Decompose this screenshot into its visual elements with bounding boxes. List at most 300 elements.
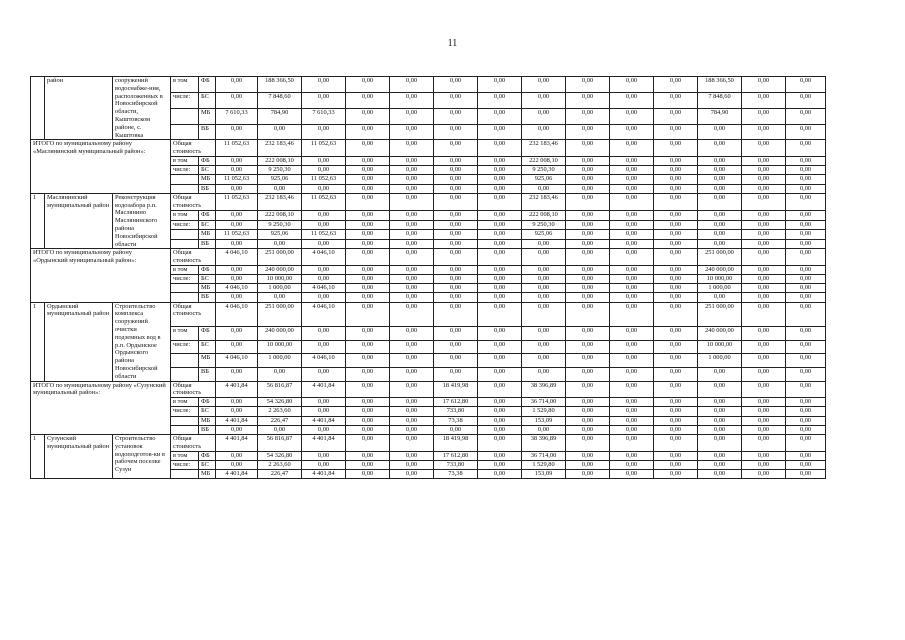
value-cell: 0,00 <box>654 451 698 460</box>
value-cell: 0,00 <box>478 460 522 469</box>
value-cell: 0,00 <box>610 416 654 425</box>
value-cell: 0,00 <box>390 451 434 460</box>
value-cell: 0,00 <box>478 265 522 274</box>
table-row <box>31 302 826 327</box>
funding-code-cell: МБ <box>199 284 216 293</box>
value-cell: 0,00 <box>786 451 826 460</box>
value-cell: 0,00 <box>478 239 522 249</box>
value-cell: 0,00 <box>478 175 522 184</box>
value-cell: 38 396,89 <box>522 434 566 451</box>
value-cell: 0,00 <box>742 284 786 293</box>
value-cell: 0,00 <box>522 275 566 284</box>
value-cell: 0,00 <box>742 416 786 425</box>
funding-code-cell: БС <box>199 407 216 416</box>
funding-code-cell: БС <box>199 166 216 175</box>
value-cell: 1 000,00 <box>258 284 302 293</box>
value-cell: 0,00 <box>390 156 434 165</box>
funding-code-cell: ФБ <box>199 327 216 341</box>
value-cell: 0,00 <box>654 284 698 293</box>
value-cell: 0,00 <box>478 220 522 230</box>
value-cell: 0,00 <box>654 249 698 266</box>
value-cell: 0,00 <box>566 381 610 398</box>
funding-code-cell: ВБ <box>199 124 216 140</box>
value-cell: 0,00 <box>434 293 478 302</box>
value-cell: 784,90 <box>258 108 302 124</box>
value-cell: 0,00 <box>434 77 478 93</box>
value-cell: 0,00 <box>654 239 698 249</box>
object-cell: Реконструкция водозабора р.п. Маслянино Маслянинского района Новосибирской области <box>113 193 171 249</box>
value-cell: 0,00 <box>786 293 826 302</box>
value-cell: 0,00 <box>434 124 478 140</box>
value-cell: 10 000,00 <box>258 275 302 284</box>
value-cell: 925,06 <box>522 230 566 240</box>
value-cell: 0,00 <box>216 211 258 221</box>
value-cell: 0,00 <box>654 92 698 108</box>
value-cell: 0,00 <box>434 340 478 354</box>
value-cell: 0,00 <box>698 124 742 140</box>
value-cell: 0,00 <box>478 92 522 108</box>
value-cell: 0,00 <box>390 230 434 240</box>
value-cell: 0,00 <box>786 416 826 425</box>
funding-prefix-cell <box>171 354 199 368</box>
value-cell: 0,00 <box>346 92 390 108</box>
value-cell: 0,00 <box>216 92 258 108</box>
total-cost-label-cell: Общая стоимость <box>171 434 216 451</box>
value-cell: 0,00 <box>610 124 654 140</box>
total-cost-label-cell: Общая стоимость <box>171 381 216 398</box>
value-cell: 0,00 <box>434 108 478 124</box>
funding-code-cell: ВБ <box>199 425 216 434</box>
value-cell: 0,00 <box>698 166 742 175</box>
value-cell: 0,00 <box>786 211 826 221</box>
value-cell: 0,00 <box>698 175 742 184</box>
value-cell: 0,00 <box>434 284 478 293</box>
table-row <box>31 77 826 93</box>
value-cell: 240 000,00 <box>258 327 302 341</box>
value-cell: 7 848,60 <box>258 92 302 108</box>
value-cell: 2 263,60 <box>258 407 302 416</box>
value-cell: 11 052,63 <box>302 230 346 240</box>
value-cell: 0,00 <box>610 284 654 293</box>
value-cell: 0,00 <box>566 425 610 434</box>
value-cell: 0,00 <box>216 265 258 274</box>
value-cell: 0,00 <box>390 239 434 249</box>
value-cell: 0,00 <box>786 184 826 193</box>
total-cost-label-cell: Общая стоимость <box>171 302 216 327</box>
value-cell: 0,00 <box>302 239 346 249</box>
value-cell: 0,00 <box>654 193 698 210</box>
value-cell: 0,00 <box>610 92 654 108</box>
funding-prefix-cell: числе: <box>171 92 199 108</box>
value-cell: 0,00 <box>786 425 826 434</box>
value-cell: 0,00 <box>346 407 390 416</box>
value-cell: 56 816,87 <box>258 434 302 451</box>
value-cell: 0,00 <box>698 434 742 451</box>
value-cell: 153,09 <box>522 416 566 425</box>
value-cell: 0,00 <box>478 193 522 210</box>
value-cell: 0,00 <box>434 327 478 341</box>
funding-prefix-cell: числе: <box>171 407 199 416</box>
value-cell: 0,00 <box>566 354 610 368</box>
value-cell: 54 326,80 <box>258 451 302 460</box>
value-cell: 0,00 <box>346 275 390 284</box>
value-cell: 0,00 <box>698 381 742 398</box>
value-cell: 0,00 <box>698 293 742 302</box>
funding-prefix-cell: числе: <box>171 166 199 175</box>
value-cell: 4 046,10 <box>216 354 258 368</box>
value-cell: 0,00 <box>478 249 522 266</box>
value-cell: 0,00 <box>742 451 786 460</box>
value-cell: 188 366,50 <box>698 77 742 93</box>
value-cell: 0,00 <box>216 367 258 381</box>
funding-code-cell: БС <box>199 340 216 354</box>
total-cost-label-cell: Общая стоимость <box>171 249 216 266</box>
value-cell: 7 610,33 <box>302 108 346 124</box>
value-cell: 0,00 <box>302 184 346 193</box>
value-cell: 0,00 <box>786 108 826 124</box>
total-label-cell: ИТОГО по муниципальному району «Ордынский муниципальный район»: <box>31 249 171 302</box>
value-cell: 0,00 <box>566 124 610 140</box>
value-cell: 0,00 <box>522 327 566 341</box>
funding-prefix-cell: в том <box>171 211 199 221</box>
value-cell: 0,00 <box>566 140 610 157</box>
value-cell: 0,00 <box>742 381 786 398</box>
value-cell: 0,00 <box>522 249 566 266</box>
value-cell: 925,06 <box>522 175 566 184</box>
value-cell: 0,00 <box>610 249 654 266</box>
value-cell: 0,00 <box>654 175 698 184</box>
value-cell: 0,00 <box>390 140 434 157</box>
value-cell: 251 000,00 <box>698 302 742 327</box>
value-cell: 0,00 <box>478 425 522 434</box>
value-cell: 0,00 <box>654 407 698 416</box>
value-cell: 0,00 <box>346 367 390 381</box>
table-row <box>31 140 826 157</box>
value-cell: 222 008,10 <box>522 211 566 221</box>
value-cell: 0,00 <box>786 434 826 451</box>
value-cell: 10 000,00 <box>698 340 742 354</box>
value-cell: 0,00 <box>698 425 742 434</box>
value-cell: 0,00 <box>654 425 698 434</box>
value-cell: 0,00 <box>216 460 258 469</box>
value-cell: 0,00 <box>346 293 390 302</box>
funding-code-cell: ФБ <box>199 211 216 221</box>
page-number: 11 <box>447 38 458 49</box>
value-cell: 0,00 <box>346 284 390 293</box>
value-cell: 0,00 <box>390 367 434 381</box>
value-cell: 0,00 <box>434 92 478 108</box>
value-cell: 1 000,00 <box>698 354 742 368</box>
table-row <box>31 434 826 451</box>
item-number-cell <box>31 77 45 140</box>
value-cell: 0,00 <box>390 220 434 230</box>
value-cell: 0,00 <box>610 451 654 460</box>
value-cell: 0,00 <box>302 327 346 341</box>
value-cell: 0,00 <box>346 230 390 240</box>
value-cell: 0,00 <box>786 249 826 266</box>
value-cell: 0,00 <box>698 398 742 407</box>
funding-prefix-cell: числе: <box>171 460 199 469</box>
value-cell: 0,00 <box>786 275 826 284</box>
value-cell: 0,00 <box>786 175 826 184</box>
value-cell: 0,00 <box>522 184 566 193</box>
value-cell: 0,00 <box>566 156 610 165</box>
value-cell: 251 000,00 <box>258 302 302 327</box>
value-cell: 0,00 <box>346 140 390 157</box>
value-cell: 0,00 <box>390 175 434 184</box>
value-cell: 0,00 <box>258 124 302 140</box>
funding-prefix-cell <box>171 108 199 124</box>
value-cell: 0,00 <box>742 469 786 478</box>
funding-code-cell: ВБ <box>199 367 216 381</box>
value-cell: 0,00 <box>434 265 478 274</box>
value-cell: 0,00 <box>566 302 610 327</box>
funding-code-cell: БС <box>199 460 216 469</box>
value-cell: 18 419,98 <box>434 381 478 398</box>
value-cell: 0,00 <box>786 407 826 416</box>
value-cell: 0,00 <box>522 354 566 368</box>
value-cell: 0,00 <box>786 354 826 368</box>
value-cell: 0,00 <box>434 166 478 175</box>
value-cell: 0,00 <box>654 381 698 398</box>
total-label-cell: ИТОГО по муниципальному району «Сузунский муниципальный район»: <box>31 381 171 434</box>
value-cell: 0,00 <box>346 460 390 469</box>
value-cell: 0,00 <box>478 108 522 124</box>
value-cell: 0,00 <box>478 340 522 354</box>
funding-code-cell: МБ <box>199 108 216 124</box>
value-cell: 9 250,30 <box>258 220 302 230</box>
value-cell: 0,00 <box>566 92 610 108</box>
value-cell: 0,00 <box>346 398 390 407</box>
value-cell: 0,00 <box>654 469 698 478</box>
value-cell: 0,00 <box>610 211 654 221</box>
value-cell: 0,00 <box>478 284 522 293</box>
value-cell: 0,00 <box>478 416 522 425</box>
value-cell: 0,00 <box>216 327 258 341</box>
value-cell: 0,00 <box>610 175 654 184</box>
item-number-cell: 1 <box>31 193 45 249</box>
value-cell: 232 183,46 <box>522 140 566 157</box>
funding-code-cell: ФБ <box>199 156 216 165</box>
value-cell: 0,00 <box>566 460 610 469</box>
value-cell: 0,00 <box>478 469 522 478</box>
value-cell: 0,00 <box>346 156 390 165</box>
value-cell: 0,00 <box>610 398 654 407</box>
value-cell: 0,00 <box>390 193 434 210</box>
value-cell: 4 401,84 <box>216 416 258 425</box>
value-cell: 1 529,80 <box>522 407 566 416</box>
value-cell: 0,00 <box>522 302 566 327</box>
district-cell: Маслянинский муниципальный район <box>45 193 113 249</box>
value-cell: 11 052,63 <box>216 230 258 240</box>
value-cell: 0,00 <box>742 211 786 221</box>
value-cell: 0,00 <box>434 211 478 221</box>
value-cell: 0,00 <box>478 230 522 240</box>
value-cell: 0,00 <box>390 265 434 274</box>
funding-prefix-cell: числе: <box>171 220 199 230</box>
value-cell: 0,00 <box>654 77 698 93</box>
value-cell: 0,00 <box>786 220 826 230</box>
value-cell: 0,00 <box>434 230 478 240</box>
table-body <box>31 77 826 479</box>
value-cell: 0,00 <box>742 124 786 140</box>
value-cell: 0,00 <box>346 184 390 193</box>
value-cell: 0,00 <box>654 416 698 425</box>
value-cell: 54 326,80 <box>258 398 302 407</box>
value-cell: 0,00 <box>302 275 346 284</box>
value-cell: 0,00 <box>390 211 434 221</box>
value-cell: 10 000,00 <box>698 275 742 284</box>
value-cell: 0,00 <box>216 407 258 416</box>
value-cell: 0,00 <box>216 398 258 407</box>
value-cell: 0,00 <box>786 124 826 140</box>
value-cell: 0,00 <box>654 265 698 274</box>
value-cell: 0,00 <box>434 425 478 434</box>
value-cell: 7 848,60 <box>698 92 742 108</box>
value-cell: 0,00 <box>478 367 522 381</box>
district-cell: Ордынский муниципальный район <box>45 302 113 381</box>
value-cell: 0,00 <box>786 284 826 293</box>
value-cell: 0,00 <box>654 156 698 165</box>
value-cell: 0,00 <box>742 367 786 381</box>
value-cell: 0,00 <box>258 293 302 302</box>
value-cell: 0,00 <box>478 275 522 284</box>
value-cell: 0,00 <box>302 460 346 469</box>
value-cell: 0,00 <box>698 193 742 210</box>
value-cell: 0,00 <box>566 340 610 354</box>
value-cell: 0,00 <box>478 434 522 451</box>
value-cell: 0,00 <box>786 77 826 93</box>
value-cell: 0,00 <box>698 407 742 416</box>
value-cell: 11 052,63 <box>216 193 258 210</box>
value-cell: 0,00 <box>302 265 346 274</box>
value-cell: 0,00 <box>742 140 786 157</box>
value-cell: 0,00 <box>654 140 698 157</box>
value-cell: 0,00 <box>434 175 478 184</box>
value-cell: 0,00 <box>786 156 826 165</box>
value-cell: 0,00 <box>742 275 786 284</box>
item-number-cell: 1 <box>31 434 45 478</box>
value-cell: 56 816,87 <box>258 381 302 398</box>
value-cell: 0,00 <box>742 398 786 407</box>
value-cell: 0,00 <box>390 381 434 398</box>
value-cell: 0,00 <box>522 340 566 354</box>
value-cell: 0,00 <box>566 239 610 249</box>
value-cell: 222 008,10 <box>258 156 302 165</box>
funding-prefix-cell: в том <box>171 156 199 165</box>
value-cell: 0,00 <box>786 327 826 341</box>
value-cell: 251 000,00 <box>258 249 302 266</box>
value-cell: 0,00 <box>654 367 698 381</box>
value-cell: 0,00 <box>346 381 390 398</box>
value-cell: 0,00 <box>390 327 434 341</box>
value-cell: 4 401,84 <box>302 416 346 425</box>
value-cell: 0,00 <box>786 230 826 240</box>
value-cell: 0,00 <box>478 156 522 165</box>
value-cell: 0,00 <box>216 184 258 193</box>
value-cell: 0,00 <box>654 293 698 302</box>
value-cell: 0,00 <box>216 275 258 284</box>
value-cell: 0,00 <box>216 77 258 93</box>
value-cell: 0,00 <box>346 175 390 184</box>
value-cell: 0,00 <box>478 293 522 302</box>
funding-prefix-cell <box>171 124 199 140</box>
value-cell: 0,00 <box>346 434 390 451</box>
value-cell: 18 419,98 <box>434 434 478 451</box>
value-cell: 0,00 <box>654 398 698 407</box>
district-cell: район <box>45 77 113 140</box>
value-cell: 0,00 <box>566 249 610 266</box>
value-cell: 0,00 <box>216 124 258 140</box>
value-cell: 0,00 <box>390 77 434 93</box>
value-cell: 0,00 <box>742 354 786 368</box>
value-cell: 0,00 <box>346 166 390 175</box>
value-cell: 0,00 <box>566 220 610 230</box>
value-cell: 232 183,46 <box>258 193 302 210</box>
funding-prefix-cell: в том <box>171 77 199 93</box>
value-cell: 0,00 <box>302 398 346 407</box>
value-cell: 0,00 <box>390 293 434 302</box>
value-cell: 0,00 <box>566 77 610 93</box>
total-cost-label-cell: Общая стоимость <box>171 140 216 157</box>
funding-prefix-cell: в том <box>171 398 199 407</box>
value-cell: 0,00 <box>566 175 610 184</box>
value-cell: 0,00 <box>478 354 522 368</box>
value-cell: 9 250,30 <box>522 220 566 230</box>
value-cell: 0,00 <box>654 211 698 221</box>
value-cell: 0,00 <box>742 193 786 210</box>
funding-prefix-cell <box>171 175 199 184</box>
value-cell: 0,00 <box>786 398 826 407</box>
value-cell: 0,00 <box>302 92 346 108</box>
value-cell: 0,00 <box>698 416 742 425</box>
funding-code-cell: ФБ <box>199 77 216 93</box>
value-cell: 188 366,50 <box>258 77 302 93</box>
funding-prefix-cell: числе: <box>171 275 199 284</box>
value-cell: 0,00 <box>654 124 698 140</box>
value-cell: 0,00 <box>346 354 390 368</box>
funding-prefix-cell <box>171 184 199 193</box>
value-cell: 0,00 <box>302 156 346 165</box>
value-cell: 240 000,00 <box>698 327 742 341</box>
value-cell: 0,00 <box>434 239 478 249</box>
value-cell: 0,00 <box>610 293 654 302</box>
value-cell: 0,00 <box>742 239 786 249</box>
value-cell: 0,00 <box>346 327 390 341</box>
value-cell: 9 250,30 <box>522 166 566 175</box>
value-cell: 0,00 <box>566 166 610 175</box>
value-cell: 0,00 <box>346 77 390 93</box>
value-cell: 0,00 <box>654 327 698 341</box>
value-cell: 0,00 <box>216 220 258 230</box>
value-cell: 0,00 <box>434 354 478 368</box>
value-cell: 0,00 <box>522 367 566 381</box>
value-cell: 36 714,00 <box>522 451 566 460</box>
value-cell: 0,00 <box>390 275 434 284</box>
value-cell: 0,00 <box>566 184 610 193</box>
value-cell: 0,00 <box>346 451 390 460</box>
value-cell: 0,00 <box>522 284 566 293</box>
value-cell: 0,00 <box>654 460 698 469</box>
value-cell: 0,00 <box>654 230 698 240</box>
value-cell: 733,80 <box>434 460 478 469</box>
value-cell: 0,00 <box>698 239 742 249</box>
value-cell: 0,00 <box>610 381 654 398</box>
value-cell: 0,00 <box>346 265 390 274</box>
value-cell: 0,00 <box>216 425 258 434</box>
value-cell: 0,00 <box>786 302 826 327</box>
funding-prefix-cell: в том <box>171 327 199 341</box>
